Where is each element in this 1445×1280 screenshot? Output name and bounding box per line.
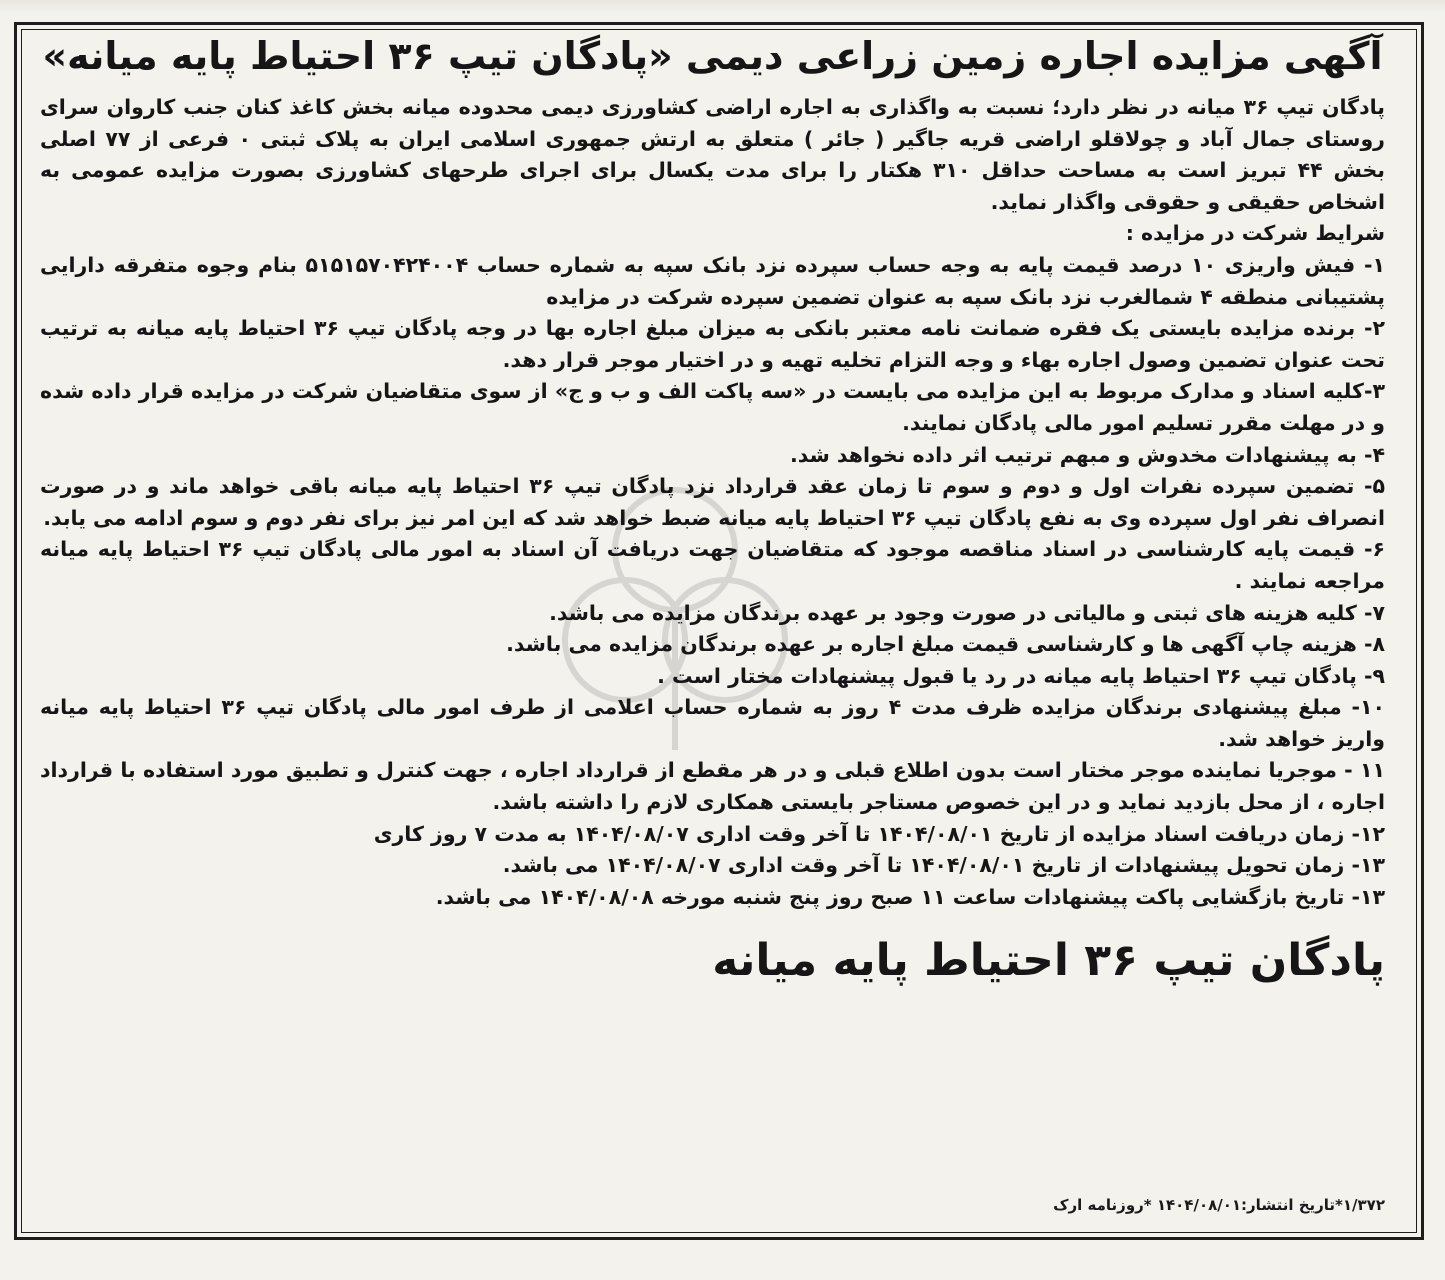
condition-item: ۱۲- زمان دریافت اسناد مزایده از تاریخ ۱۴۰۴/۰۸/۰۱ تا آخر وقت اداری ۱۴۰۴/۰۸/۰۷ به مدت ۷ روز کاری: [373, 821, 1385, 846]
condition-item: ۳-کلیه اسناد و مدارک مربوط به این مزایده می بایست در «سه پاکت الف و ب و ج» از سوی متقاضیان شرکت در مزایده قرار داده شده و در مهلت مقرر تسلیم امور مالی پادگان نمایند.: [40, 379, 1385, 435]
condition-item: ۸- هزینه چاپ آگهی ها و کارشناسی قیمت مبلغ اجاره بر عهده برندگان مزایده می باشد.: [506, 632, 1385, 657]
condition-item: ۱۰- مبلغ پیشنهادی برندگان مزایده ظرف مدت ۴ روز به شماره حساب اعلامی از طرف امور مالی پادگان تیپ ۳۶ احتیاط پایه میانه واریز خواهد شد.: [40, 695, 1385, 751]
condition-item: ۱۳- زمان تحویل پیشنهادات از تاریخ ۱۴۰۴/۰۸/۰۱ تا آخر وقت اداری ۱۴۰۴/۰۸/۰۷ می باشد.: [502, 853, 1385, 878]
condition-item: ۷- کلیه هزینه های ثبتی و مالیاتی در صورت وجود بر عهده برندگان مزایده می باشد.: [549, 600, 1385, 625]
conditions-list: [40, 250, 1385, 913]
condition-item: ۱۱ - موجریا نماینده موجر مختار است بدون اطلاع قبلی و در هر مقطع از قرارداد اجاره ، جهت کنترل و تطبیق مورد استفاده با قرارداد اجاره ، از محل بازدید نماید و در این خصوص مستاجر بایستی همکاری لازم را داشته باشد.: [40, 758, 1385, 815]
ad-signature: پادگان تیپ ۳۶ احتیاط پایه میانه: [712, 935, 1385, 987]
condition-item: ۲- برنده مزایده بایستی یک فقره ضمانت نامه معتبر بانکی به میزان مبلغ اجاره بها در وجه پادگان تیپ ۳۶ احتیاط پایه میانه به ترتیب تحت عنوان تضمین وصول اجاره بهاء و وجه التزام تخلیه تهیه و در اختیار موجر قرار دهد.: [40, 316, 1385, 372]
publication-footer: ۱/۳۷۲*تاریخ انتشار:۱۴۰۴/۰۸/۰۱ *روزنامه ارک: [1053, 1196, 1385, 1214]
ad-title: آگهی مزایده اجاره زمین زراعی دیمی «پادگان تیپ ۳۶ احتیاط پایه میانه»: [42, 34, 1383, 78]
previous-article-edge: [0, 0, 1445, 14]
condition-item: ۱- فیش واریزی ۱۰ درصد قیمت پایه به وجه حساب سپرده نزد بانک سپه به شماره حساب ۵۱۵۱۵۷۰۴۲۴۰۰۴ بنام وجوه متفرقه دارایی پشتیبانی منطقه ۴ شمالغرب نزد بانک سپه به عنوان تضمین سپرده شرکت در مزایده: [40, 252, 1386, 309]
condition-item: ۹- پادگان تیپ ۳۶ احتیاط پایه میانه در رد یا قبول پیشنهادات مختار است .: [657, 663, 1385, 688]
condition-item: ۴- به پیشنهادات مخدوش و مبهم ترتیب اثر داده نخواهد شد.: [789, 442, 1385, 467]
condition-item: ۱۳- تاریخ بازگشایی پاکت پیشنهادات ساعت ۱۱ صبح روز پنج شنبه مورخه ۱۴۰۴/۰۸/۰۸ می باشد.: [435, 884, 1385, 909]
condition-item: ۶- قیمت پایه کارشناسی در اسناد مناقصه موجود که متقاضیان جهت دریافت آن اسناد به امور مالی پادگان تیپ ۳۶ احتیاط پایه میانه مراجعه نمایند .: [40, 537, 1386, 593]
ad-content: [40, 30, 1385, 991]
ad-intro-paragraph: پادگان تیپ ۳۶ میانه در نظر دارد؛ نسبت به واگذاری به اجاره اراضی کشاورزی دیمی محدوده میانه بخش کاغذ کنان جنب کاروان سرای روستای جمال آباد و چولاقلو اراضی قریه جاگیر ( جائر ) متعلق به ارتش جمهوری اسلامی ایران به پلاک ثبتی ۰ فرعی از ۷۷ اصلی بخش ۴۴ تبریز است به مساحت حداقل ۳۱۰ هکتار را برای مدت یکسال برای اجرای طرحهای کشاورزی بصورت مزایده عمومی به اشخاص حقیقی و حقوقی واگذار نماید.: [40, 95, 1386, 214]
condition-item: ۵- تضمین سپرده نفرات اول و دوم و سوم تا زمان عقد قرارداد نزد پادگان تیپ ۳۶ احتیاط پایه میانه باقی خواهد ماند و در صورت انصراف نفر اول سپرده وی به نفع پادگان تیپ ۳۶ احتیاط پایه میانه ضبط خواهد شد که این امر نیز برای نفر دوم و سوم ادامه می یابد.: [40, 474, 1386, 530]
conditions-heading: شرایط شرکت در مزایده :: [1125, 221, 1385, 246]
